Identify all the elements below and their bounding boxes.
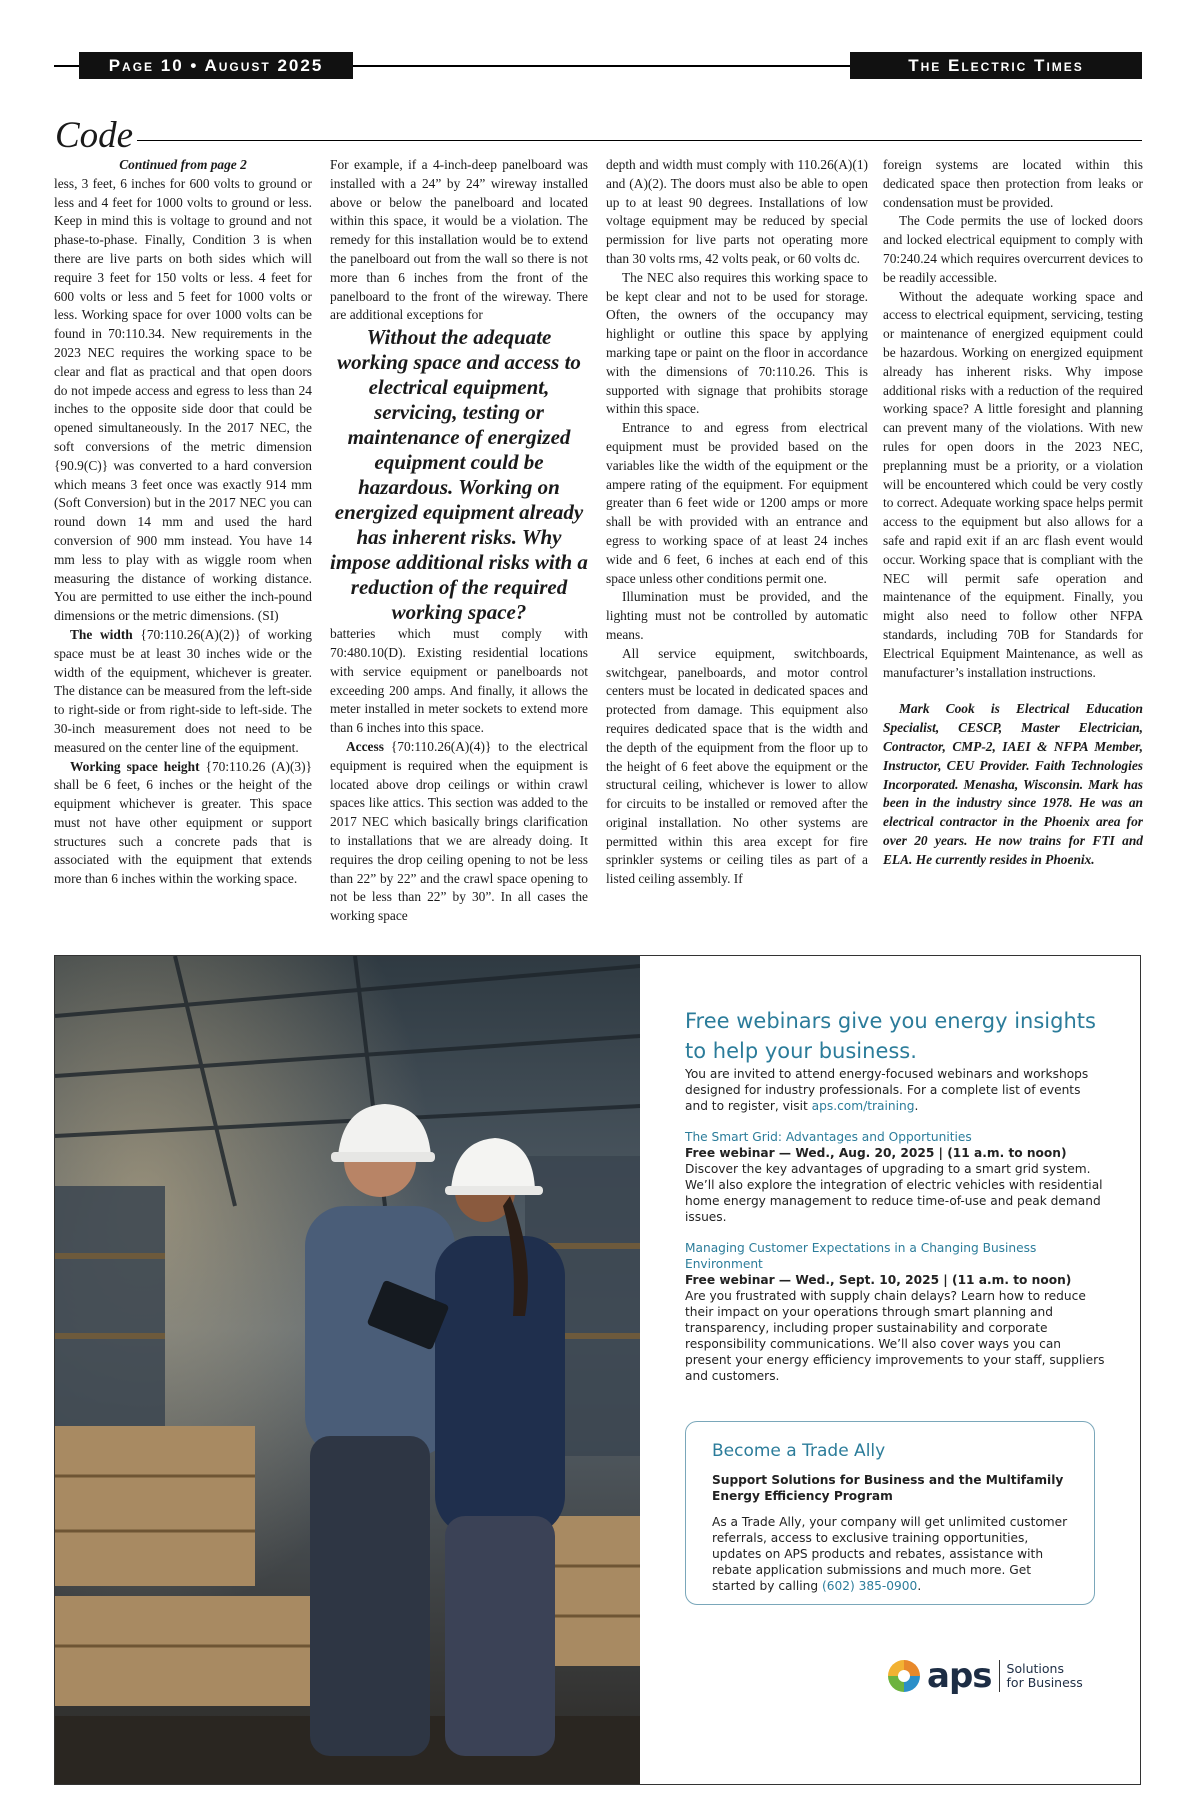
webinar-2-title: Managing Customer Expectations in a Changing Business Environment [685,1241,1037,1271]
paragraph: For example, if a 4-inch-deep panelboard was installed with a 24” by 24” wireway installed above or below the panelboard and located within this space, it would be a violation. The remedy for this installation would be to extend the panelboard out from the wall so there is not more than 6 inches from the front of the panelboard to the front of the wireway. There are additional exceptions for [330,157,588,323]
phone-number-link[interactable]: (602) 385-0900 [821,1579,918,1593]
article-column-4 [883,156,1143,869]
trade-ally-title: Become a Trade Ally [712,1441,886,1461]
paragraph: The NEC also requires this working space to be kept clear and not to be used for storage. Often, the owners of the occupancy may highlight or outline this space by applying marking tape or paint on the floor in accordance with the dimensions of 70:110.26. This is supported with signage that prohibits storage within this space. [606,269,868,417]
aps-pinwheel-icon [887,1659,921,1693]
article-column-3 [606,156,868,889]
workers-photo [55,956,640,1784]
ad-intro: You are invited to attend energy-focused webinars and workshops designed for industry professionals. For a complete list of events and to register, visit aps.com/training. [685,1067,1089,1113]
logo-divider [999,1660,1000,1692]
paragraph: foreign systems are located within this dedicated space then protection from leaks or condensation must be provided. [883,157,1143,210]
paragraph: The Code permits the use of locked doors and locked electrical equipment to comply with 70:240.24 which requires overcurrent devices to be readily accessible. [883,213,1143,285]
article-column-2 [330,156,588,926]
run-in-heading: Access [346,738,384,754]
paragraph: batteries which must comply with 70:480.10(D). Existing residential locations with service equipment or panelboards not exceeding 200 amps. And finally, it allows the meter installed in meter sockets to extend more than 6 inches into this space. [330,626,588,736]
run-in-heading: The width [70,626,133,642]
warehouse-illustration [55,956,640,1784]
paragraph: Without the adequate working space and access to electrical equipment, servicing, testing or maintenance of energized equipment could be hazardous. Working on energized equipment already has inherent risks. Why impose additional risks with a reduction of the required working space? A little foresight and planning can prevent many of the violations. With new rules for open doors in the 2023 NEC, preplanning must be a priority, or a violation will be encountered which could be very costly to correct. Adequate working space helps permit access to the equipment but also allows for a safe and rapid exit if an arc flash event would occur. Working space that is compliant with the NEC will permit safe operation and maintenance of the equipment. Finally, you might also need to follow other NFPA standards, including 70B for Standards for Electrical Equipment Maintenance, as well as manufacturer’s installation instructions. [883,288,1143,680]
logo-tagline: Solutions for Business [1006,1661,1083,1690]
trade-ally-body: As a Trade Ally, your company will get unlimited customer referrals, access to exclusive training opportunities, updates on APS products and rebates, assistance with rebate application submissions and much more. Get started by calling (602) 385-0900. [712,1515,1068,1593]
webinar-2-description: Are you frustrated with supply chain delays? Learn how to reduce their impact on your operations through smart planning and transparency, including proper sustainability and corporate responsibility communications. We’ll also cover ways you can present your energy efficiency improvements to your staff, suppliers and customers. [685,1289,1105,1383]
paragraph: Illumination must be provided, and the lighting must not be controlled by automatic means. [606,589,868,642]
paragraph: All service equipment, switchboards, switchgear, panelboards, and motor control centers must be located in dedicated spaces and protected from damage. This equipment also requires dedicated space that is the width and the depth of the equipment from the floor up to the height of 6 feet above the equipment or the structural ceiling, whichever is lower to allow for circuits to be installed or removed after the original installation. No other systems are permitted within this area except for fire sprinkler systems or ceiling tiles as part of a listed ceiling assembly. If [606,645,868,887]
ad-headline: Free webinars give you energy insights to help your business. [685,1009,1096,1063]
section-title: Code [55,115,134,156]
ad-copy [685,1006,1105,1384]
author-bio: Mark Cook is Electrical Education Specialist, CESCP, Master Electrician, Contractor, CMP-2, IAEI & NFPA Member, Instructor, CEU Provider. Faith Technologies Incorporated. Menasha, Wisconsin. Mark has been in the industry since 1978. He was an electrical contractor in the Phoenix area for over 20 years. He now trains for FTI and ELA. He currently resides in Phoenix. [883,701,1143,867]
aps-wordmark: aps [927,1656,992,1696]
aps-advertisement [54,955,1141,1785]
trade-ally-subtitle: Support Solutions for Business and the Multifamily Energy Efficiency Program [712,1473,1064,1503]
webinar-2-date: Free webinar — Wed., Sept. 10, 2025 | (11 a.m. to noon) [685,1273,1072,1287]
paragraph: less, 3 feet, 6 inches for 600 volts to ground or less and 4 feet for 1000 volts to ground or less. Keep in mind this is voltage to ground and not phase-to-phase. Finally, Condition 3 is when there are live parts on both sides which will require 3 feet for 150 volts or less. 4 feet for 600 volts or less and 5 feet for 1000 volts or less. Working space for over 1000 volts can be found in 70:110.34. New requirements in the 2023 NEC requires the working space to be clear and flat as practical and that open doors do not impede access and egress to less than 24 inches to the opposite side door that could be opened simultaneously. In the 2017 NEC, the soft conversions of the metric dimension {90.9(C)} was converted to a hard conversion which means 3 feet once was exactly 914 mm (Soft Conversion) but in the 2017 NEC you can round down 14 mm and used the hard conversion of 900 mm instead. You have 14 mm less to play with as wiggle room when measuring the distance of working distance. You are permitted to use either the inch-pound dimensions or the metric dimensions. (SI) [54,175,312,624]
pull-quote: Without the adequate working space and access to electrical equipment, servicing, testing or maintenance of energized equipment could be hazardous. Working on energized equipment already has inherent risks. Why impose additional risks with a reduction of the required working space? [330,325,588,625]
publication-name: The Electric Times [850,52,1142,79]
aps-logo [887,1656,1087,1696]
paragraph: depth and width must comply with 110.26(A)(1) and (A)(2). The doors must also be able to open up to at least 90 degrees. Installations of low voltage equipment may be reduced by special permission for live parts not operating more than 30 volts rms, 42 volts peak, or 60 volts dc. [606,157,868,266]
section-rule [137,140,1142,141]
article-column-1 [54,156,312,889]
continued-label: Continued from page 2 [119,157,247,172]
paragraph: The width {70:110.26(A)(2)} of working space must be at least 30 inches wide or the width of the equipment, whichever is greater. The distance can be measured from the left-side to right-side or from right-side to left-side. The 30-inch measurement does not need to be measured on the center line of the equipment. [54,626,312,755]
webinar-1-title: The Smart Grid: Advantages and Opportunities [685,1130,972,1144]
paragraph: Entrance to and egress from electrical equipment must be provided based on the variables like the width of the equipment or the ampere rating of the equipment. For equipment greater than 6 feet wide or 1200 amps or more shall be with provided with an entrance and egress to working space of at least 24 inches wide and 6 feet, 6 inches at each end of this space unless other conditions permit one. [606,420,868,586]
webinar-1-date: Free webinar — Wed., Aug. 20, 2025 | (11 a.m. to noon) [685,1146,1067,1160]
paragraph: Working space height {70:110.26 (A)(3)} shall be 6 feet, 6 inches or the height of the equipment whichever is greater. This space must not have other equipment or support structures such a concrete pads that is associated with the equipment that extends more than 6 inches within the working space. [54,758,312,887]
webinar-1-description: Discover the key advantages of upgrading to a smart grid system. We’ll also explore the integration of electric vehicles with residential home energy management to reduce time-of-use and peak demand issues. [685,1162,1103,1224]
run-in-heading: Working space height [70,758,200,774]
training-link[interactable]: aps.com/training [811,1099,915,1113]
page-folio: Page 10 • August 2025 [79,52,353,79]
trade-ally-box [685,1421,1095,1605]
paragraph: Access {70:110.26(A)(4)} to the electrical equipment is required when the equipment is located above drop ceilings or within crawl spaces like attics. This section was added to the 2017 NEC which basically brings clarification to installations that we are already doing. It requires the drop ceiling opening to not be less than 22” by 22” and the crawl space opening to not be less than 22” by 30”. In all cases the working space [330,738,588,924]
